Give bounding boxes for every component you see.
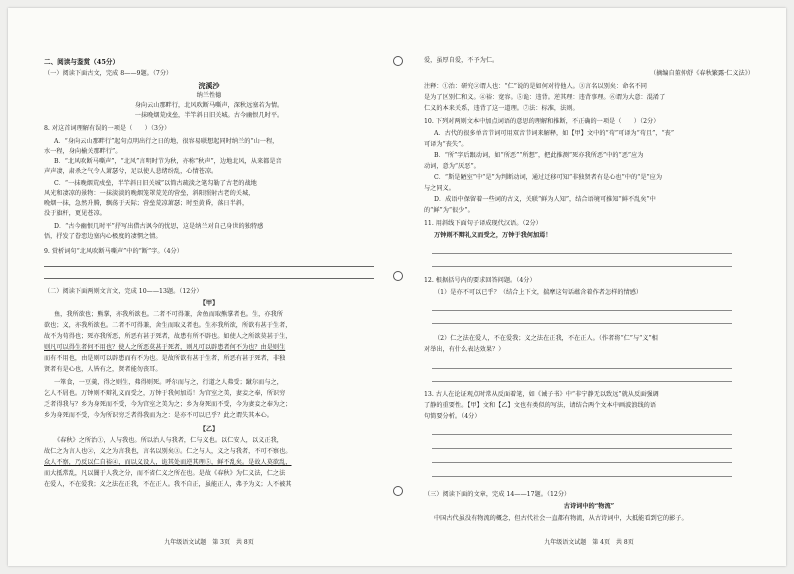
passage-line: 而大抵常乱，凡以闇于人我之分，而不省仁义之所在也。是故《春秋》为仁义法，仁之法 bbox=[44, 470, 286, 477]
option-text: 水一程，身向榆关那畔行”。 bbox=[44, 148, 122, 155]
question-12-part1: （1）是亦不可以已乎？（结合上下文，揣摩这句话蕴含着作者怎样的情感） bbox=[434, 289, 643, 296]
question-13-cont: 句简要分析。（4分） bbox=[424, 413, 481, 420]
notes-line: 注释：①治：研究②谓人也：“仁”说的是如何对待他人。③言名以别矣：命名不同 bbox=[424, 83, 647, 90]
binding-hole bbox=[393, 486, 403, 496]
question-9: 9. 赏析词句“北风吹断马嘶声”中的“断”字。（4分） bbox=[44, 248, 183, 255]
answer-line[interactable] bbox=[44, 266, 374, 267]
passage-line: 乏者得我与？乡为身死而不受，今为宫室之美为之；乡为身死而不受，今为妻妾之奉为之； bbox=[44, 401, 292, 408]
option-text: 动词，意为“厌恶”。 bbox=[424, 163, 480, 170]
passage-line: 在爱人，不在爱我；义之法在正我，不在正人。我不自正，虽能正人，弗予为义；人不被其 bbox=[44, 481, 292, 488]
prose-intro: （二）阅读下面两则文言文，完成 10——13题。（12分） bbox=[44, 288, 203, 295]
passage-line: 而有不用也，由是则可以辟患而有不为也。是故所欲有甚于生者，所恶有甚于死者，非独 bbox=[44, 355, 286, 362]
page-footer: 九年级语文试题 第 4页 共 8页 bbox=[544, 539, 634, 546]
page-footer: 九年级语文试题 第 3页 共 8页 bbox=[164, 539, 254, 546]
passage-line: 故仁之为言人也②，义之为言我也，言名以别矣③。仁之与人，义之与我者，不可不察也。 bbox=[44, 448, 292, 455]
option-text: B．“北风吹断马嘶声”，“北风”言明时节为秋，亦称“秋声”，边地北风，从来都是音 bbox=[54, 158, 282, 165]
question-8: 8. 对这首词理解有误的一项是（ ）（3分） bbox=[44, 125, 171, 132]
passage-line: 故不为苟得也；死亦我所恶，所恶有甚于死者，故患有所不辟也。如使人之所欲莫甚于生， bbox=[44, 333, 292, 340]
option-text: 晚烟一抹，急然升腾，飘荡于天际；营垒荒凉萧瑟；时至黄昏，落日半斜， bbox=[44, 200, 249, 207]
option-text: A．“身向云山那畔行”起句点明出行之日的地，很容易联想起同时纳兰的“山一程， bbox=[54, 138, 279, 145]
question-10: 10. 下列对两则文本中加点词语的意思的理解和推断，不正确的一项是（ ）（2分） bbox=[424, 118, 660, 125]
answer-line[interactable] bbox=[432, 462, 732, 463]
question-13-cont: 了静的重要性。【甲】文和【乙】文也有类似的写法，请结合两个文本中画波浪线的语 bbox=[424, 402, 657, 409]
answer-line[interactable] bbox=[432, 323, 732, 324]
passage-jia-label: 【甲】 bbox=[199, 300, 219, 307]
option-text: D．“古今幽恨几时平”抒写出借古讽今的忧思，这是纳兰对自己身世的独特感 bbox=[54, 223, 264, 230]
option-text: 的“鲜”为“很少”。 bbox=[424, 207, 474, 214]
answer-line[interactable] bbox=[432, 434, 732, 435]
answer-line[interactable] bbox=[432, 368, 732, 369]
option-text: 与之同义。 bbox=[424, 185, 455, 192]
passage-continued: 爱，虽厚自爱，不予为仁。 bbox=[424, 57, 499, 64]
translate-sentence: 万钟则不辩礼义而受之，万钟于我何加焉！ bbox=[434, 232, 552, 239]
passage-line: 则凡可以得生者何不用也？使人之所恶莫甚于死者，则凡可以辟患者何不为也？由是则生 bbox=[44, 344, 286, 351]
notes-line: 是为了区别仁和义。④裕：宽容。⑤诡：违背。逆其理：违背事理。⑥谓为大意：混淆了 bbox=[424, 94, 666, 101]
left-page bbox=[44, 8, 374, 566]
answer-line[interactable] bbox=[432, 476, 732, 477]
option-text: A．古代的很多单音节词可用双音节词来解释，如【甲】文中的“苟”可译为“苟且”，“丧” bbox=[434, 130, 675, 137]
poem-author: 纳兰性德 bbox=[196, 92, 222, 99]
option-text: 悟，抒发了眷恋边塞内心极度的凄惘之情。 bbox=[44, 233, 162, 240]
question-12: 12. 根据括号内的要求回答问题。（4分） bbox=[424, 277, 536, 284]
answer-line[interactable] bbox=[432, 253, 732, 254]
passage-source: （摘编自董仲舒《春秋繁露·仁义法》） bbox=[649, 70, 754, 77]
right-page bbox=[424, 8, 754, 566]
question-12-part2-cont: 对举出，有什么表达效果？） bbox=[424, 346, 505, 353]
option-text: C．“一抹晚烟荒戍垒，半竿斜日旧关城”以简古疏淡之笔勾勒了古老的战地 bbox=[54, 180, 257, 187]
question-11: 11. 用斜线下面句子译成现代汉语。（2分） bbox=[424, 220, 542, 227]
passage-line: 众人不察，乃反以仁自裕④，而以义设人，诡其处而逆其理⑤，鲜不乱矣。是故人莫欲乱， bbox=[44, 459, 292, 466]
passage-yi-label: 【乙】 bbox=[199, 426, 219, 433]
essay-title: 古诗词中的“物流” bbox=[563, 503, 615, 510]
option-text: 可译为“丧失”。 bbox=[424, 141, 468, 148]
passage-line: 一箪食，一豆羹，得之则生，弗得则死。呼尔而与之，行道之人弗受；蹴尔而与之， bbox=[54, 379, 283, 386]
poem-title: 浣溪沙 bbox=[198, 81, 220, 90]
answer-line[interactable] bbox=[44, 278, 374, 279]
binding-hole bbox=[393, 271, 403, 281]
answer-line[interactable] bbox=[432, 448, 732, 449]
option-text: 声声凄，肃杀之气令人萧瑟兮，足以使人悲绪纷乱，心情苍凉。 bbox=[44, 168, 218, 175]
binding-hole bbox=[393, 56, 403, 66]
option-text: 风光和凄凉的景物：一抹淡淡的晚烟笼罩荒芜的营垒，斜阳照射古老的关城， bbox=[44, 190, 255, 197]
option-text: 没于旗杆，更见苍凉。 bbox=[44, 210, 106, 217]
option-text: D．成语中保留着一些词的古义，关联“鲜为人知”，结合语境可推知“鲜不乱矣”中 bbox=[434, 196, 656, 203]
option-text: C．“斯是陋室”中“是”为判断动词，通过迁移可知“非独贤者有是心也”中的“是”应为 bbox=[434, 174, 663, 181]
option-text: B．“所”字后跟动词，如“所恶”“所想”，把此推测“死亦我所恶”中的“恶”应为 bbox=[434, 152, 644, 159]
poem-line: 一抹晚烟荒戍垒，半竿斜日旧关城。古今幽恨几时平。 bbox=[134, 112, 284, 119]
answer-line[interactable] bbox=[432, 266, 732, 267]
passage-line: 贤者有是心也，人皆有之，贤者能勿丧耳。 bbox=[44, 366, 162, 373]
passage-line: 欲也；义，亦我所欲也。二者不可得兼，舍生而取义者也。生亦我所欲，所欲有甚于生者， bbox=[44, 322, 292, 329]
poem-line: 身向云山那畔行，北风吹断马嘶声，深秋远塞若为情。 bbox=[134, 102, 284, 109]
passage-line: 《春秋》之所治①，人与我也。所以治人与我者，仁与义也。以仁安人，以义正我， bbox=[54, 437, 283, 444]
poem-intro: （一）阅读下面古文，完成 8——9题。（7分） bbox=[44, 70, 173, 77]
notes-line: 仁义的本来关系，违背了这一道理。⑦法：标准，法则。 bbox=[424, 105, 579, 112]
section-title: 二、阅读与鉴赏（45分） bbox=[44, 58, 120, 66]
passage-line: 乞人不屑也。万钟则不辩礼义而受之，万钟于我何加焉！为宫室之美，妻妾之奉，所识穷 bbox=[44, 390, 286, 397]
question-13: 13. 古人在论证观点时常从反面着笔，如《诫子书》中“非宁静无以致远”就从反面强调 bbox=[424, 391, 659, 398]
answer-line[interactable] bbox=[432, 310, 732, 311]
question-12-part2: （2）仁之法在爱人，不在爱我；义之法在正我，不在正人。（作者将“仁”与“义”相 bbox=[434, 335, 658, 342]
part-3-intro: （三）阅读下面的文章，完成 14——17题。（12分） bbox=[424, 491, 571, 498]
essay-line: 中国古代虽没有物流的概念，但古代社会一直都有物流，从古诗词中，大抵能看到它的影子。 bbox=[434, 515, 688, 522]
exam-sheet bbox=[8, 8, 786, 566]
passage-line: 乡为身死而不受，今为所识穷乏者得我而为之：是亦不可以已乎？此之谓失其本心。 bbox=[44, 412, 273, 419]
answer-line[interactable] bbox=[432, 381, 732, 382]
passage-line: 鱼，我所欲也；熊掌，亦我所欲也。二者不可得兼，舍鱼而取熊掌者也。生，亦我所 bbox=[54, 311, 283, 318]
